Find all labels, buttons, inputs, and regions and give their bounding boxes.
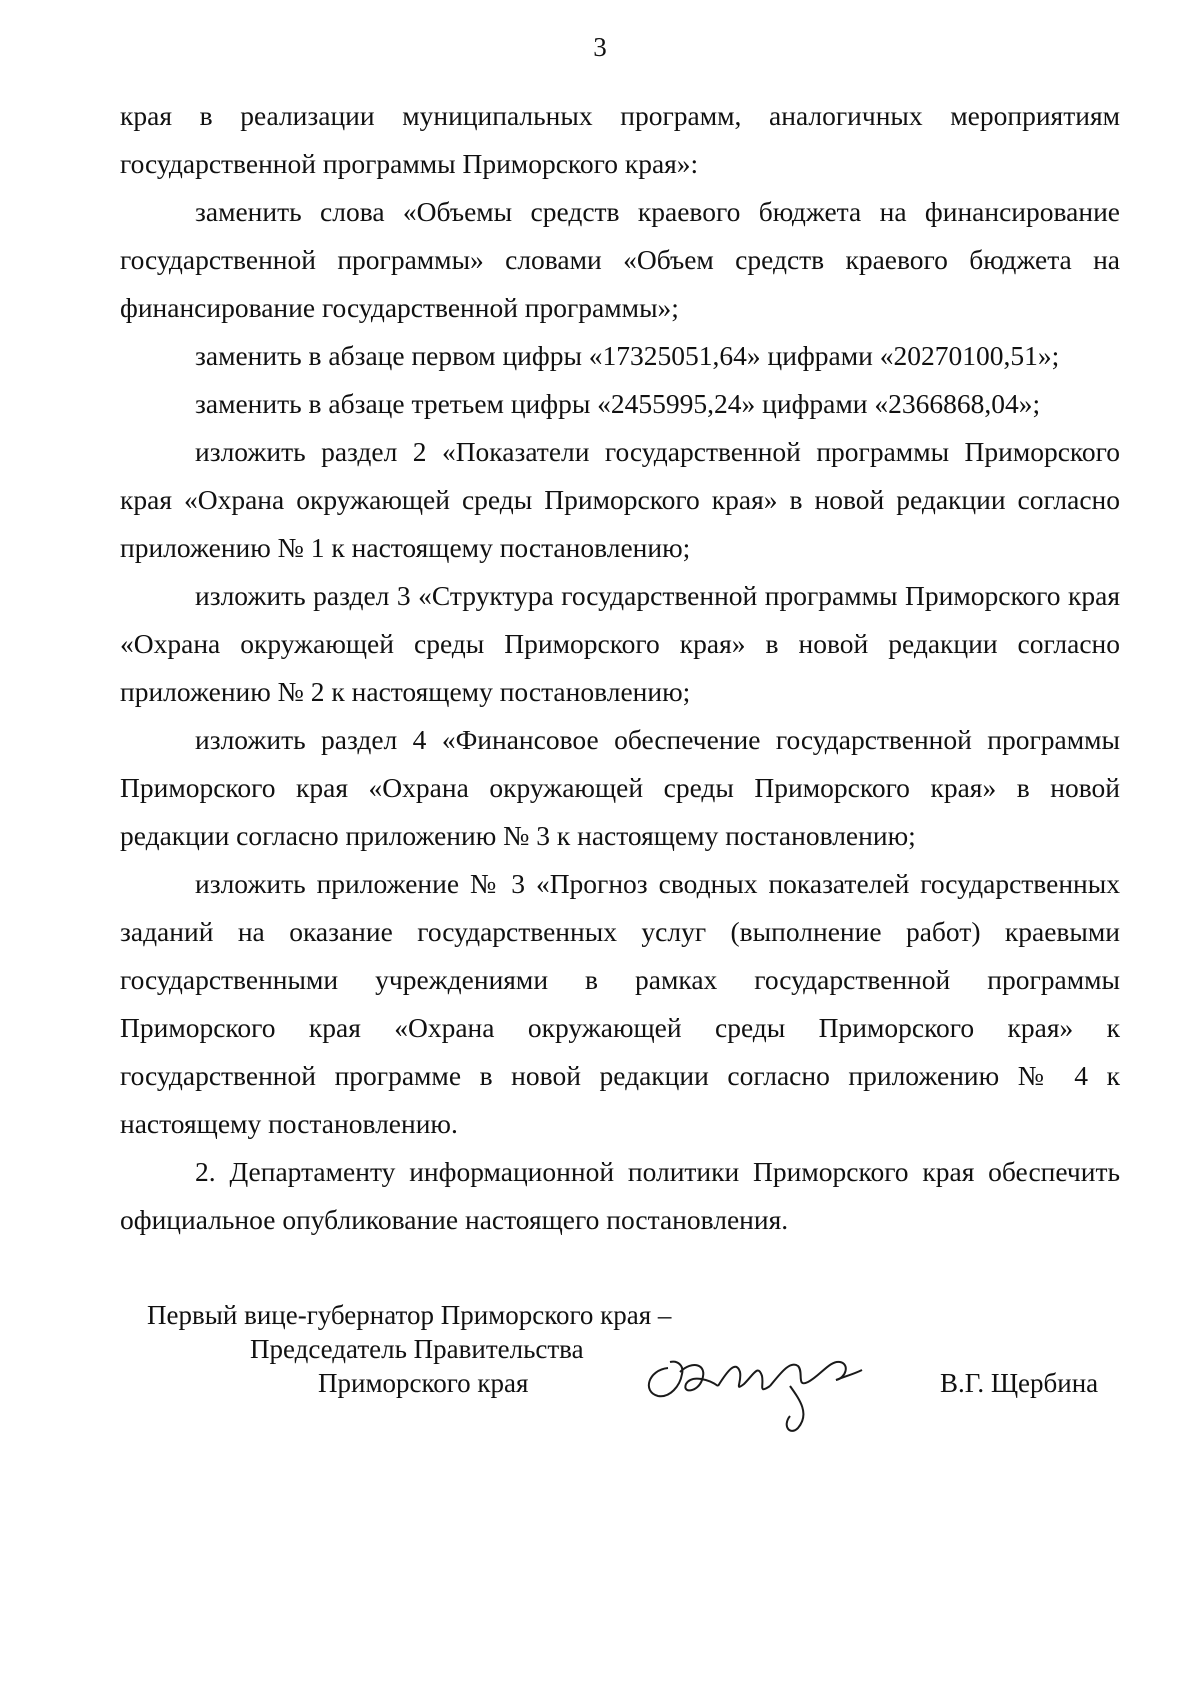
paragraph: края в реализации муниципальных программ, аналогичных мероприятиям государственной программы Приморского края»: xyxy=(120,100,1120,179)
signatory-title-line-2: Председатель Правительства xyxy=(250,1334,584,1364)
paragraph: изложить приложение № 3 «Прогноз сводных показателей государственных заданий на оказание государственных услуг (выполнение работ) краевыми государственными учреждениями в рамках государственной программы Приморского края «Охрана окружающей среды Приморского края» к государственной программе в новой редакции согласно приложению № 4 к настоящему постановлению. xyxy=(120,868,1120,1139)
signatory-title-line-1: Первый вице-губернатор Приморского края – xyxy=(147,1300,672,1330)
document-body xyxy=(120,92,1120,1244)
paragraph: изложить раздел 3 «Структура государственной программы Приморского края «Охрана окружающей среды Приморского края» в новой редакции согласно приложению № 2 к настоящему постановлению; xyxy=(120,580,1120,707)
paragraph: 2. Департаменту информационной политики Приморского края обеспечить официальное опубликование настоящего постановления. xyxy=(120,1156,1120,1235)
handwritten-signature xyxy=(640,1330,900,1435)
signature-block xyxy=(0,1300,1200,1440)
page-number: 3 xyxy=(593,32,607,62)
signatory-title-line-3: Приморского края xyxy=(318,1368,529,1398)
paragraph: изложить раздел 4 «Финансовое обеспечение государственной программы Приморского края «Охрана окружающей среды Приморского края» в новой редакции согласно приложению № 3 к настоящему постановлению; xyxy=(120,724,1120,851)
signatory-name: В.Г. Щербина xyxy=(940,1368,1099,1398)
paragraph: заменить в абзаце первом цифры «17325051,64» цифрами «20270100,51»; xyxy=(195,340,1060,371)
paragraph: изложить раздел 2 «Показатели государственной программы Приморского края «Охрана окружающей среды Приморского края» в новой редакции согласно приложению № 1 к настоящему постановлению; xyxy=(120,436,1120,563)
paragraph: заменить в абзаце третьем цифры «2455995,24» цифрами «2366868,04»; xyxy=(195,388,1041,419)
paragraph: заменить слова «Объемы средств краевого бюджета на финансирование государственной программы» словами «Объем средств краевого бюджета на финансирование государственной программы»; xyxy=(120,196,1120,323)
